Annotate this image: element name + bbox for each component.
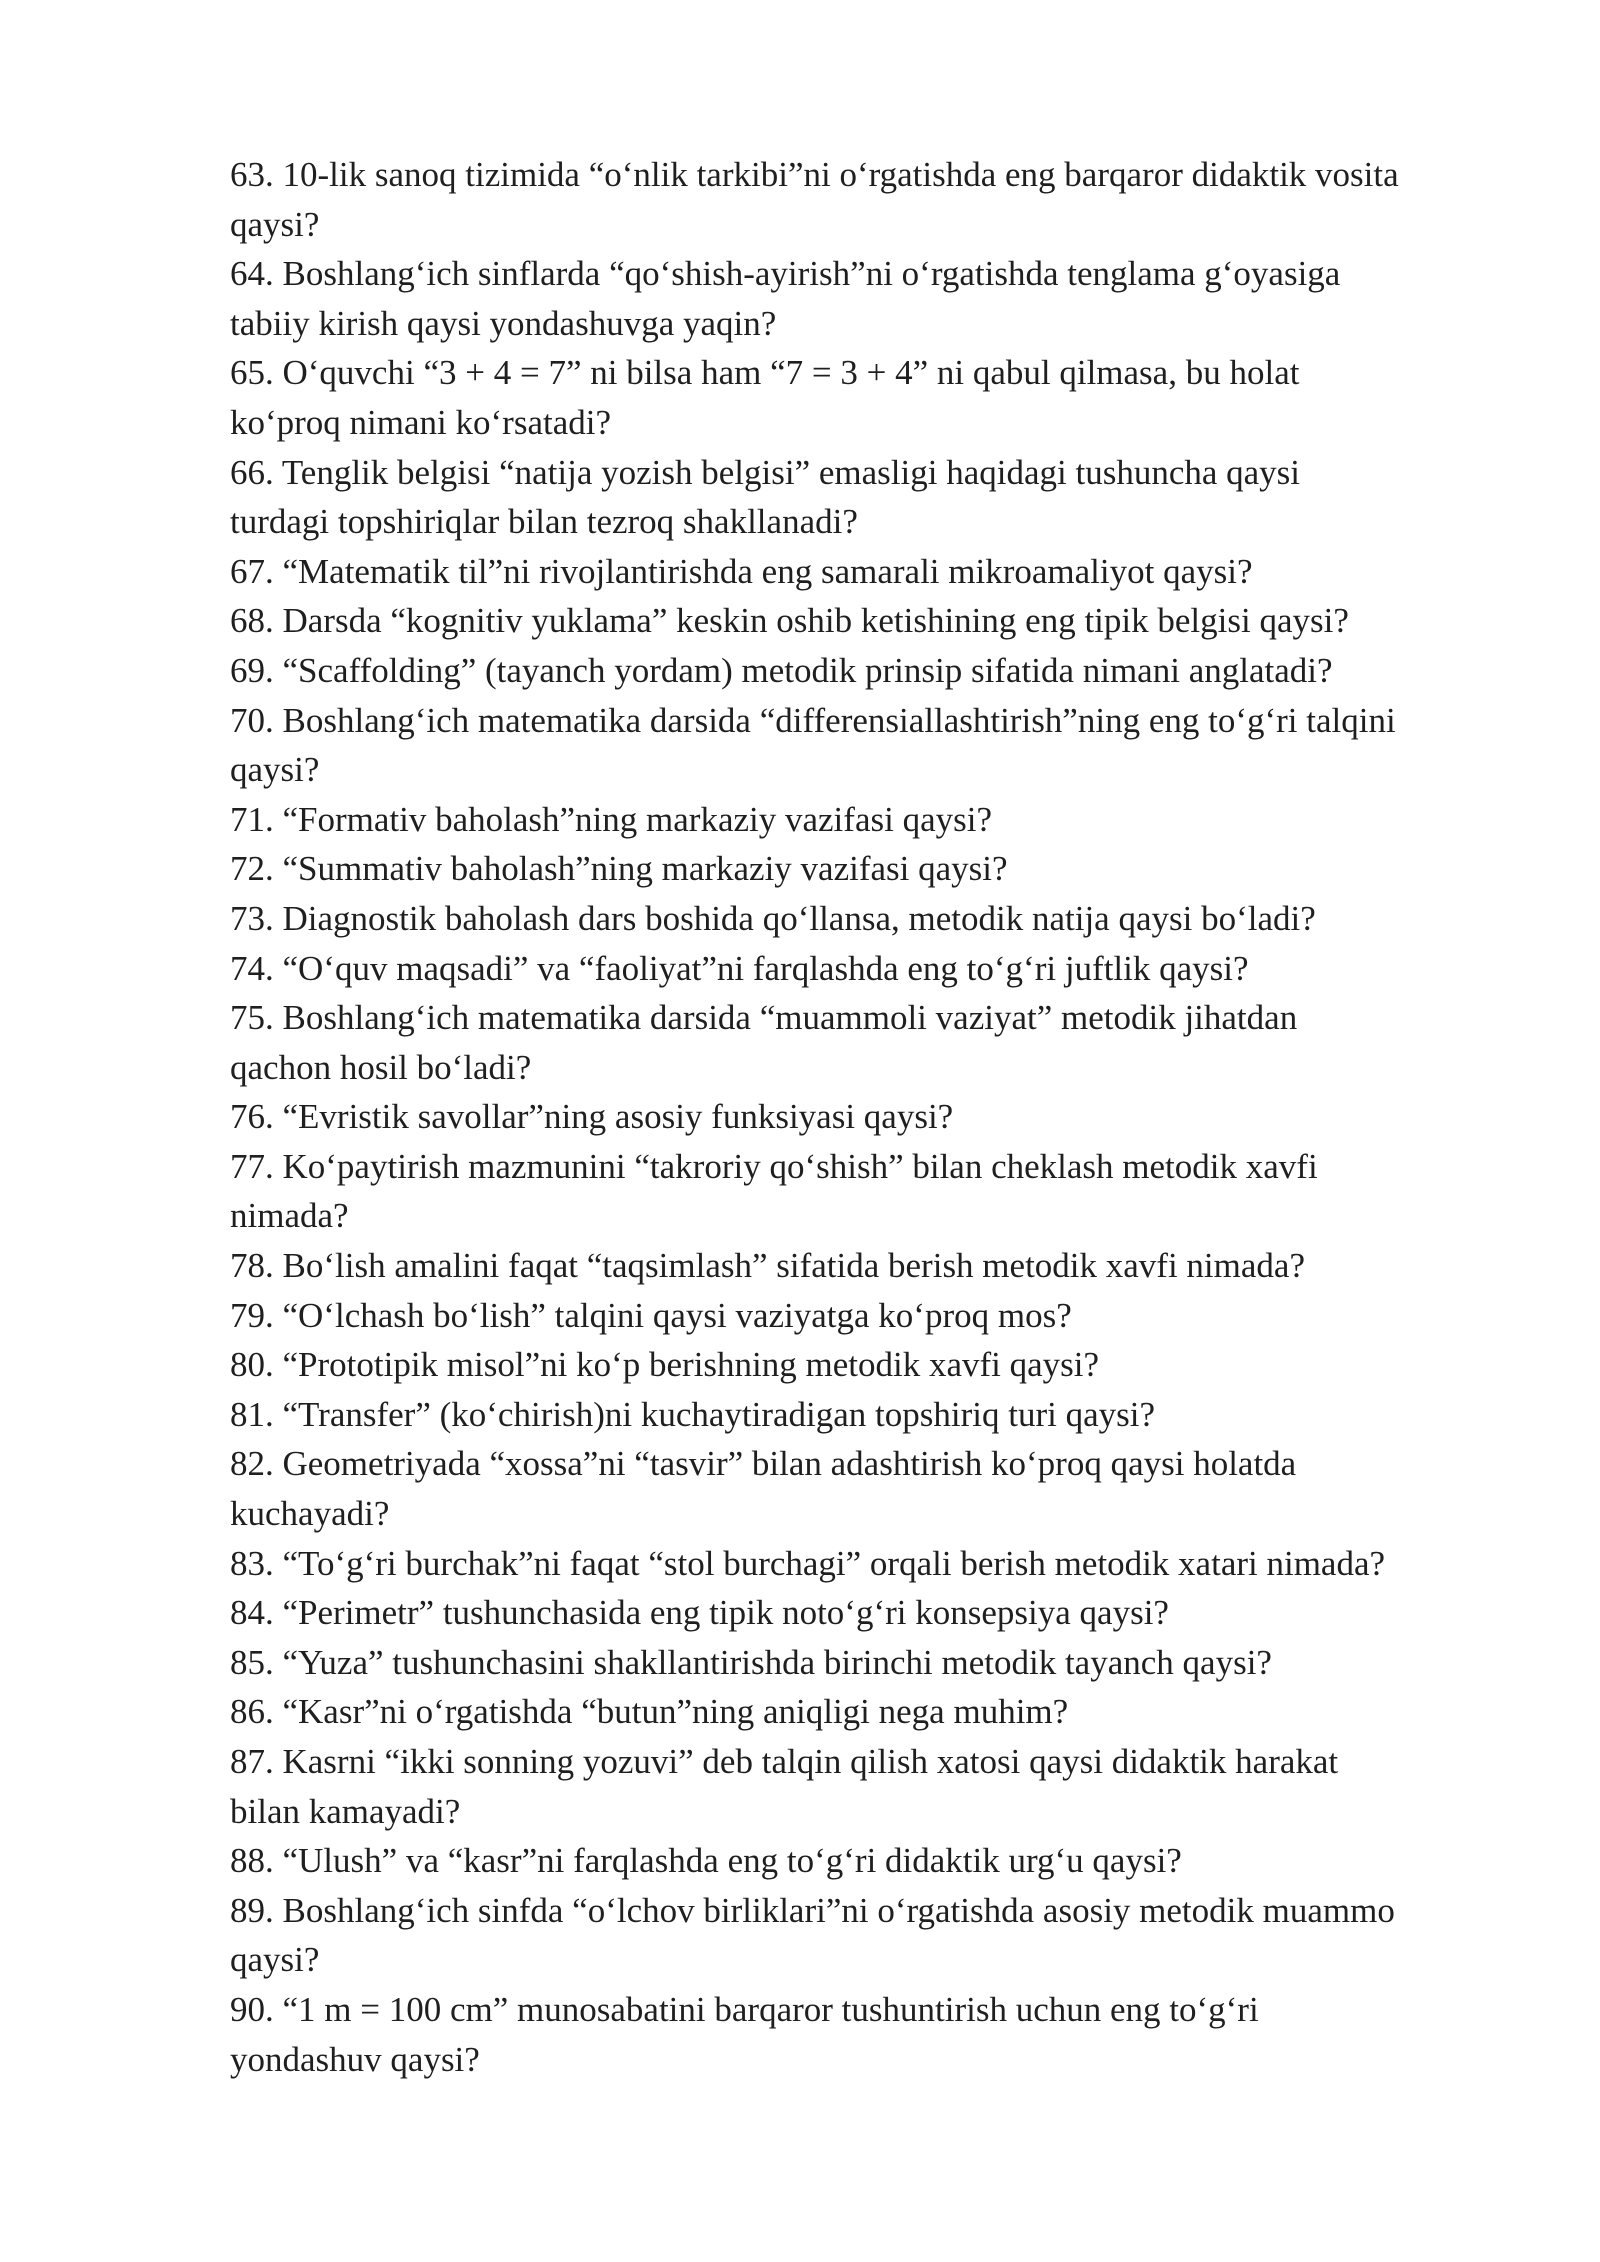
- question-item: [230, 894, 1505, 944]
- question-text-line: 79. “O‘lchash bo‘lish” talqini qaysi vaziyatga ko‘proq mos?: [230, 1295, 1072, 1335]
- question-text-line: 83. “To‘g‘ri burchak”ni faqat “stol burchagi” orqali berish metodik xatari nimada?: [230, 1543, 1386, 1583]
- question-item: [230, 993, 1505, 1092]
- question-text-line: 71. “Formativ baholash”ning markaziy vazifasi qaysi?: [230, 799, 992, 839]
- question-item: [230, 1291, 1505, 1341]
- question-text-line: 75. Boshlang‘ich matematika darsida “muammoli vaziyat” metodik jihatdan: [230, 998, 1298, 1038]
- question-item: [230, 1340, 1505, 1390]
- question-text-line: 88. “Ulush” va “kasr”ni farqlashda eng to‘g‘ri didaktik urg‘u qaysi?: [230, 1841, 1182, 1881]
- question-item: [230, 150, 1505, 249]
- question-text-line: 77. Ko‘paytirish mazmunini “takroriy qo‘shish” bilan cheklash metodik xavfi: [230, 1146, 1318, 1186]
- question-text-line: 68. Darsda “kognitiv yuklama” keskin oshib ketishining eng tipik belgisi qaysi?: [230, 601, 1349, 641]
- question-list: [230, 150, 1505, 2084]
- question-text-line: qaysi?: [230, 1940, 320, 1980]
- question-text-line: qaysi?: [230, 750, 320, 790]
- question-item: [230, 844, 1505, 894]
- question-item: [230, 1638, 1505, 1688]
- question-text-line: 73. Diagnostik baholash dars boshida qo‘llansa, metodik natija qaysi bo‘ladi?: [230, 898, 1316, 938]
- question-item: [230, 1687, 1505, 1737]
- question-item: [230, 348, 1505, 447]
- question-item: [230, 448, 1505, 547]
- question-item: [230, 696, 1505, 795]
- question-text-line: 84. “Perimetr” tushunchasida eng tipik noto‘g‘ri konsepsiya qaysi?: [230, 1593, 1169, 1633]
- question-item: [230, 795, 1505, 845]
- question-item: [230, 1241, 1505, 1291]
- question-text-line: 74. “O‘quv maqsadi” va “faoliyat”ni farqlashda eng to‘g‘ri juftlik qaysi?: [230, 948, 1249, 988]
- question-text-line: 86. “Kasr”ni o‘rgatishda “butun”ning aniqligi nega muhim?: [230, 1692, 1069, 1732]
- question-text-line: 70. Boshlang‘ich matematika darsida “differensiallashtirish”ning eng to‘g‘ri talqini: [230, 700, 1396, 740]
- question-text-line: turdagi topshiriqlar bilan tezroq shakllanadi?: [230, 502, 858, 542]
- question-item: [230, 547, 1505, 597]
- question-item: [230, 1985, 1505, 2084]
- question-text-line: qaysi?: [230, 204, 320, 244]
- question-text-line: tabiiy kirish qaysi yondashuvga yaqin?: [230, 303, 777, 343]
- question-item: [230, 1439, 1505, 1538]
- question-item: [230, 1737, 1505, 1836]
- question-text-line: 85. “Yuza” tushunchasini shakllantirishda birinchi metodik tayanch qaysi?: [230, 1642, 1272, 1682]
- question-item: [230, 646, 1505, 696]
- question-item: [230, 1142, 1505, 1241]
- question-text-line: 80. “Prototipik misol”ni ko‘p berishning metodik xavfi qaysi?: [230, 1345, 1100, 1385]
- question-text-line: 87. Kasrni “ikki sonning yozuvi” deb talqin qilish xatosi qaysi didaktik harakat: [230, 1742, 1339, 1781]
- question-item: [230, 1836, 1505, 1886]
- question-text-line: 90. “1 m = 100 cm” munosabatini barqaror tushuntirish uchun eng to‘g‘ri: [230, 1989, 1259, 2029]
- question-text-line: nimada?: [230, 1196, 349, 1236]
- question-text-line: 64. Boshlang‘ich sinflarda “qo‘shish-ayirish”ni o‘rgatishda tenglama g‘oyasiga: [230, 254, 1341, 294]
- question-text-line: 78. Bo‘lish amalini faqat “taqsimlash” sifatida berish metodik xavfi nimada?: [230, 1246, 1305, 1286]
- question-item: [230, 1588, 1505, 1638]
- question-text-line: ko‘proq nimani ko‘rsatadi?: [230, 402, 612, 442]
- question-text-line: 69. “Scaffolding” (tayanch yordam) metodik prinsip sifatida nimani anglatadi?: [230, 650, 1333, 690]
- question-text-line: yondashuv qaysi?: [230, 2039, 480, 2079]
- question-item: [230, 596, 1505, 646]
- question-item: [230, 1390, 1505, 1440]
- question-item: [230, 249, 1505, 348]
- question-item: [230, 1092, 1505, 1142]
- question-text-line: kuchayadi?: [230, 1494, 390, 1534]
- question-text-line: 82. Geometriyada “xossa”ni “tasvir” bilan adashtirish ko‘proq qaysi holatda: [230, 1444, 1297, 1484]
- question-text-line: 81. “Transfer” (ko‘chirish)ni kuchaytiradigan topshiriq turi qaysi?: [230, 1394, 1156, 1434]
- question-item: [230, 1539, 1505, 1589]
- question-text-line: 65. O‘quvchi “3 + 4 = 7” ni bilsa ham “7 = 3 + 4” ni qabul qilmasa, bu holat: [230, 353, 1300, 393]
- question-text-line: 63. 10-lik sanoq tizimida “o‘nlik tarkibi”ni o‘rgatishda eng barqaror didaktik vosita: [230, 155, 1399, 194]
- question-text-line: 76. “Evristik savollar”ning asosiy funksiyasi qaysi?: [230, 1097, 954, 1137]
- question-item: [230, 1886, 1505, 1985]
- question-text-line: 72. “Summativ baholash”ning markaziy vazifasi qaysi?: [230, 849, 1008, 889]
- question-item: [230, 944, 1505, 994]
- question-text-line: bilan kamayadi?: [230, 1791, 461, 1831]
- question-text-line: 66. Tenglik belgisi “natija yozish belgisi” emasligi haqidagi tushuncha qaysi: [230, 452, 1301, 492]
- question-text-line: 67. “Matematik til”ni rivojlantirishda eng samarali mikroamaliyot qaysi?: [230, 551, 1253, 591]
- question-text-line: qachon hosil bo‘ladi?: [230, 1047, 532, 1087]
- question-text-line: 89. Boshlang‘ich sinfda “o‘lchov birliklari”ni o‘rgatishda asosiy metodik muammo: [230, 1890, 1395, 1930]
